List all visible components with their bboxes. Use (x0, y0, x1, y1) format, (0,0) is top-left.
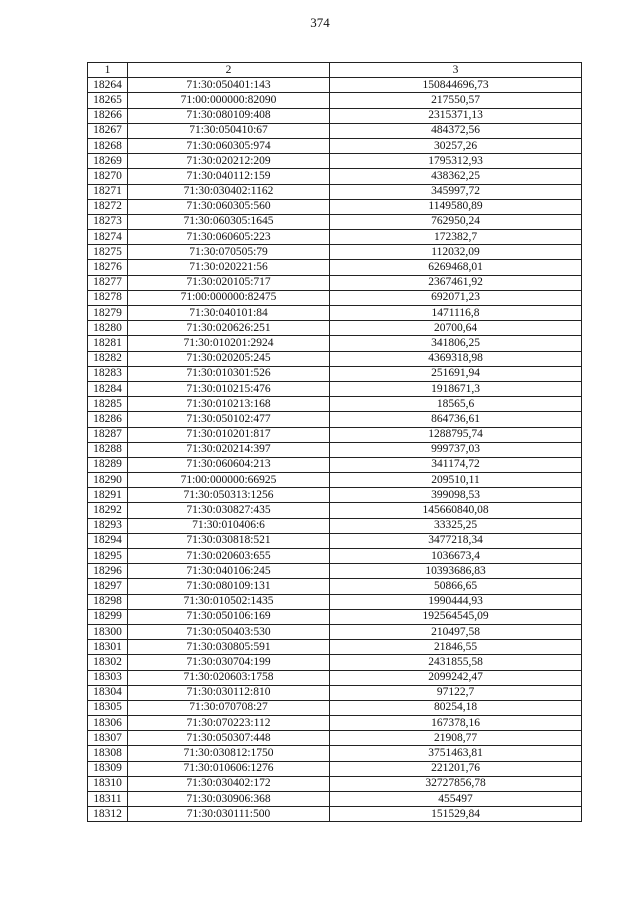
cadastral-value-cell: 97122,7 (330, 685, 582, 700)
row-number-cell: 18269 (88, 154, 128, 169)
table-row (88, 306, 582, 321)
row-number-cell: 18307 (88, 731, 128, 746)
row-number-cell: 18287 (88, 427, 128, 442)
cadastral-number-cell: 71:30:010502:1435 (128, 594, 330, 609)
row-number-cell: 18278 (88, 290, 128, 305)
table-row (88, 473, 582, 488)
cadastral-number-cell: 71:30:050313:1256 (128, 488, 330, 503)
table-row (88, 275, 582, 290)
cadastral-value-cell: 2315371,13 (330, 108, 582, 123)
cadastral-number-cell: 71:30:060305:1645 (128, 214, 330, 229)
row-number-cell: 18273 (88, 214, 128, 229)
table-row (88, 245, 582, 260)
row-number-cell: 18276 (88, 260, 128, 275)
table-row (88, 518, 582, 533)
cadastral-value-cell: 20700,64 (330, 321, 582, 336)
row-number-cell: 18281 (88, 336, 128, 351)
cadastral-number-cell: 71:30:020212:209 (128, 154, 330, 169)
cadastral-number-cell: 71:00:000000:66925 (128, 473, 330, 488)
cadastral-value-cell: 18565,6 (330, 397, 582, 412)
cadastral-value-cell: 217550,57 (330, 93, 582, 108)
table-row (88, 123, 582, 138)
cadastral-number-cell: 71:30:010215:476 (128, 381, 330, 396)
table-row (88, 412, 582, 427)
cadastral-number-cell: 71:30:030112:810 (128, 685, 330, 700)
row-number-cell: 18274 (88, 230, 128, 245)
cadastral-value-cell: 1149580,89 (330, 199, 582, 214)
row-number-cell: 18279 (88, 306, 128, 321)
cadastral-value-cell: 32727856,78 (330, 776, 582, 791)
table-row (88, 640, 582, 655)
table-row (88, 807, 582, 822)
table-row (88, 488, 582, 503)
table-row (88, 670, 582, 685)
table-row (88, 199, 582, 214)
cadastral-value-cell: 762950,24 (330, 214, 582, 229)
row-number-cell: 18291 (88, 488, 128, 503)
cadastral-number-cell: 71:30:050410:67 (128, 123, 330, 138)
row-number-cell: 18294 (88, 533, 128, 548)
table-row (88, 214, 582, 229)
column-header-1: 1 (88, 63, 128, 78)
row-number-cell: 18275 (88, 245, 128, 260)
row-number-cell: 18283 (88, 366, 128, 381)
row-number-cell: 18301 (88, 640, 128, 655)
cadastral-number-cell: 71:30:050102:477 (128, 412, 330, 427)
cadastral-value-cell: 1918671,3 (330, 381, 582, 396)
cadastral-value-cell: 999737,03 (330, 442, 582, 457)
row-number-cell: 18266 (88, 108, 128, 123)
table-row (88, 78, 582, 93)
cadastral-value-cell: 50866,65 (330, 579, 582, 594)
row-number-cell: 18280 (88, 321, 128, 336)
cadastral-value-cell: 345997,72 (330, 184, 582, 199)
table-row (88, 381, 582, 396)
table-row (88, 655, 582, 670)
row-number-cell: 18268 (88, 138, 128, 153)
table-row (88, 457, 582, 472)
column-header-2: 2 (128, 63, 330, 78)
table-row (88, 427, 582, 442)
cadastral-number-cell: 71:30:020205:245 (128, 351, 330, 366)
cadastral-number-cell: 71:30:050307:448 (128, 731, 330, 746)
row-number-cell: 18302 (88, 655, 128, 670)
table-row (88, 716, 582, 731)
cadastral-value-cell: 6269468,01 (330, 260, 582, 275)
cadastral-number-cell: 71:30:020221:56 (128, 260, 330, 275)
cadastral-number-cell: 71:30:020603:655 (128, 549, 330, 564)
table-header-row (88, 63, 582, 78)
cadastral-value-cell: 455497 (330, 792, 582, 807)
cadastral-number-cell: 71:30:020626:251 (128, 321, 330, 336)
cadastral-number-cell: 71:30:010213:168 (128, 397, 330, 412)
row-number-cell: 18290 (88, 473, 128, 488)
cadastral-value-cell: 221201,76 (330, 761, 582, 776)
row-number-cell: 18300 (88, 624, 128, 639)
cadastral-number-cell: 71:30:080109:408 (128, 108, 330, 123)
row-number-cell: 18299 (88, 609, 128, 624)
cadastral-number-cell: 71:30:030827:435 (128, 503, 330, 518)
table-row (88, 138, 582, 153)
column-header-3: 3 (330, 63, 582, 78)
cadastral-value-cell: 692071,23 (330, 290, 582, 305)
table-body (88, 78, 582, 822)
table-row (88, 746, 582, 761)
table-row (88, 579, 582, 594)
cadastral-number-cell: 71:30:050106:169 (128, 609, 330, 624)
row-number-cell: 18304 (88, 685, 128, 700)
cadastral-value-cell: 192564545,09 (330, 609, 582, 624)
cadastral-value-cell: 21908,77 (330, 731, 582, 746)
cadastral-value-cell: 150844696,73 (330, 78, 582, 93)
row-number-cell: 18289 (88, 457, 128, 472)
table-row (88, 776, 582, 791)
row-number-cell: 18293 (88, 518, 128, 533)
cadastral-number-cell: 71:30:010201:2924 (128, 336, 330, 351)
cadastral-number-cell: 71:30:040106:245 (128, 564, 330, 579)
table-row (88, 609, 582, 624)
cadastral-value-cell: 1990444,93 (330, 594, 582, 609)
row-number-cell: 18271 (88, 184, 128, 199)
table-row (88, 260, 582, 275)
table-row (88, 624, 582, 639)
cadastral-value-cell: 80254,18 (330, 700, 582, 715)
cadastral-number-cell: 71:30:020603:1758 (128, 670, 330, 685)
table-row (88, 93, 582, 108)
cadastral-number-cell: 71:30:040112:159 (128, 169, 330, 184)
cadastral-value-cell: 251691,94 (330, 366, 582, 381)
cadastral-number-cell: 71:30:050403:530 (128, 624, 330, 639)
cadastral-number-cell: 71:30:070708:27 (128, 700, 330, 715)
table-row (88, 594, 582, 609)
cadastral-number-cell: 71:30:070223:112 (128, 716, 330, 731)
cadastral-value-cell: 1288795,74 (330, 427, 582, 442)
row-number-cell: 18288 (88, 442, 128, 457)
row-number-cell: 18303 (88, 670, 128, 685)
cadastral-number-cell: 71:30:020105:717 (128, 275, 330, 290)
row-number-cell: 18277 (88, 275, 128, 290)
cadastral-value-cell: 438362,25 (330, 169, 582, 184)
row-number-cell: 18265 (88, 93, 128, 108)
cadastral-number-cell: 71:30:010406:6 (128, 518, 330, 533)
cadastral-value-cell: 1471116,8 (330, 306, 582, 321)
table-row (88, 731, 582, 746)
cadastral-number-cell: 71:30:010301:526 (128, 366, 330, 381)
table-row (88, 290, 582, 305)
cadastral-number-cell: 71:30:030906:368 (128, 792, 330, 807)
cadastral-number-cell: 71:30:030111:500 (128, 807, 330, 822)
table-row (88, 549, 582, 564)
row-number-cell: 18295 (88, 549, 128, 564)
cadastral-number-cell: 71:30:030402:1162 (128, 184, 330, 199)
table-row (88, 564, 582, 579)
cadastral-value-cell: 4369318,98 (330, 351, 582, 366)
cadastral-number-cell: 71:30:080109:131 (128, 579, 330, 594)
cadastral-value-cell: 2431855,58 (330, 655, 582, 670)
table-row (88, 230, 582, 245)
cadastral-number-cell: 71:30:060305:974 (128, 138, 330, 153)
row-number-cell: 18298 (88, 594, 128, 609)
cadastral-value-table (87, 62, 582, 822)
cadastral-number-cell: 71:30:060604:213 (128, 457, 330, 472)
cadastral-value-cell: 151529,84 (330, 807, 582, 822)
table-row (88, 351, 582, 366)
row-number-cell: 18284 (88, 381, 128, 396)
cadastral-number-cell: 71:30:010606:1276 (128, 761, 330, 776)
cadastral-number-cell: 71:30:020214:397 (128, 442, 330, 457)
row-number-cell: 18285 (88, 397, 128, 412)
row-number-cell: 18282 (88, 351, 128, 366)
row-number-cell: 18270 (88, 169, 128, 184)
cadastral-value-cell: 2367461,92 (330, 275, 582, 290)
cadastral-value-cell: 172382,7 (330, 230, 582, 245)
cadastral-value-cell: 3477218,34 (330, 533, 582, 548)
row-number-cell: 18272 (88, 199, 128, 214)
cadastral-value-cell: 341174,72 (330, 457, 582, 472)
cadastral-value-cell: 30257,26 (330, 138, 582, 153)
table-row (88, 169, 582, 184)
cadastral-number-cell: 71:30:030818:521 (128, 533, 330, 548)
table-row (88, 321, 582, 336)
row-number-cell: 18267 (88, 123, 128, 138)
table-row (88, 533, 582, 548)
table-row (88, 184, 582, 199)
cadastral-value-cell: 484372,56 (330, 123, 582, 138)
table-row (88, 685, 582, 700)
cadastral-value-cell: 399098,53 (330, 488, 582, 503)
row-number-cell: 18286 (88, 412, 128, 427)
cadastral-value-cell: 112032,09 (330, 245, 582, 260)
row-number-cell: 18308 (88, 746, 128, 761)
cadastral-value-cell: 209510,11 (330, 473, 582, 488)
row-number-cell: 18292 (88, 503, 128, 518)
cadastral-value-cell: 145660840,08 (330, 503, 582, 518)
cadastral-value-cell: 1036673,4 (330, 549, 582, 564)
cadastral-number-cell: 71:30:050401:143 (128, 78, 330, 93)
page-number: 374 (310, 15, 330, 30)
row-number-cell: 18306 (88, 716, 128, 731)
row-number-cell: 18309 (88, 761, 128, 776)
cadastral-number-cell: 71:30:030402:172 (128, 776, 330, 791)
cadastral-number-cell: 71:30:010201:817 (128, 427, 330, 442)
row-number-cell: 18297 (88, 579, 128, 594)
cadastral-value-cell: 864736,61 (330, 412, 582, 427)
cadastral-value-cell: 21846,55 (330, 640, 582, 655)
table-row (88, 336, 582, 351)
cadastral-value-cell: 167378,16 (330, 716, 582, 731)
cadastral-number-cell: 71:30:070505:79 (128, 245, 330, 260)
cadastral-number-cell: 71:00:000000:82090 (128, 93, 330, 108)
table-row (88, 154, 582, 169)
cadastral-value-cell: 210497,58 (330, 624, 582, 639)
row-number-cell: 18310 (88, 776, 128, 791)
cadastral-value-cell: 1795312,93 (330, 154, 582, 169)
cadastral-value-cell: 10393686,83 (330, 564, 582, 579)
cadastral-value-cell: 341806,25 (330, 336, 582, 351)
table-row (88, 700, 582, 715)
row-number-cell: 18312 (88, 807, 128, 822)
table-row (88, 761, 582, 776)
cadastral-number-cell: 71:00:000000:82475 (128, 290, 330, 305)
cadastral-value-cell: 2099242,47 (330, 670, 582, 685)
table-row (88, 366, 582, 381)
table-row (88, 503, 582, 518)
cadastral-number-cell: 71:30:060605:223 (128, 230, 330, 245)
cadastral-number-cell: 71:30:030812:1750 (128, 746, 330, 761)
row-number-cell: 18296 (88, 564, 128, 579)
cadastral-value-cell: 33325,25 (330, 518, 582, 533)
table-row (88, 792, 582, 807)
cadastral-number-cell: 71:30:060305:560 (128, 199, 330, 214)
table-row (88, 108, 582, 123)
cadastral-number-cell: 71:30:030704:199 (128, 655, 330, 670)
row-number-cell: 18264 (88, 78, 128, 93)
table-row (88, 397, 582, 412)
table-row (88, 442, 582, 457)
cadastral-value-cell: 3751463,81 (330, 746, 582, 761)
row-number-cell: 18311 (88, 792, 128, 807)
row-number-cell: 18305 (88, 700, 128, 715)
cadastral-number-cell: 71:30:030805:591 (128, 640, 330, 655)
cadastral-number-cell: 71:30:040101:84 (128, 306, 330, 321)
